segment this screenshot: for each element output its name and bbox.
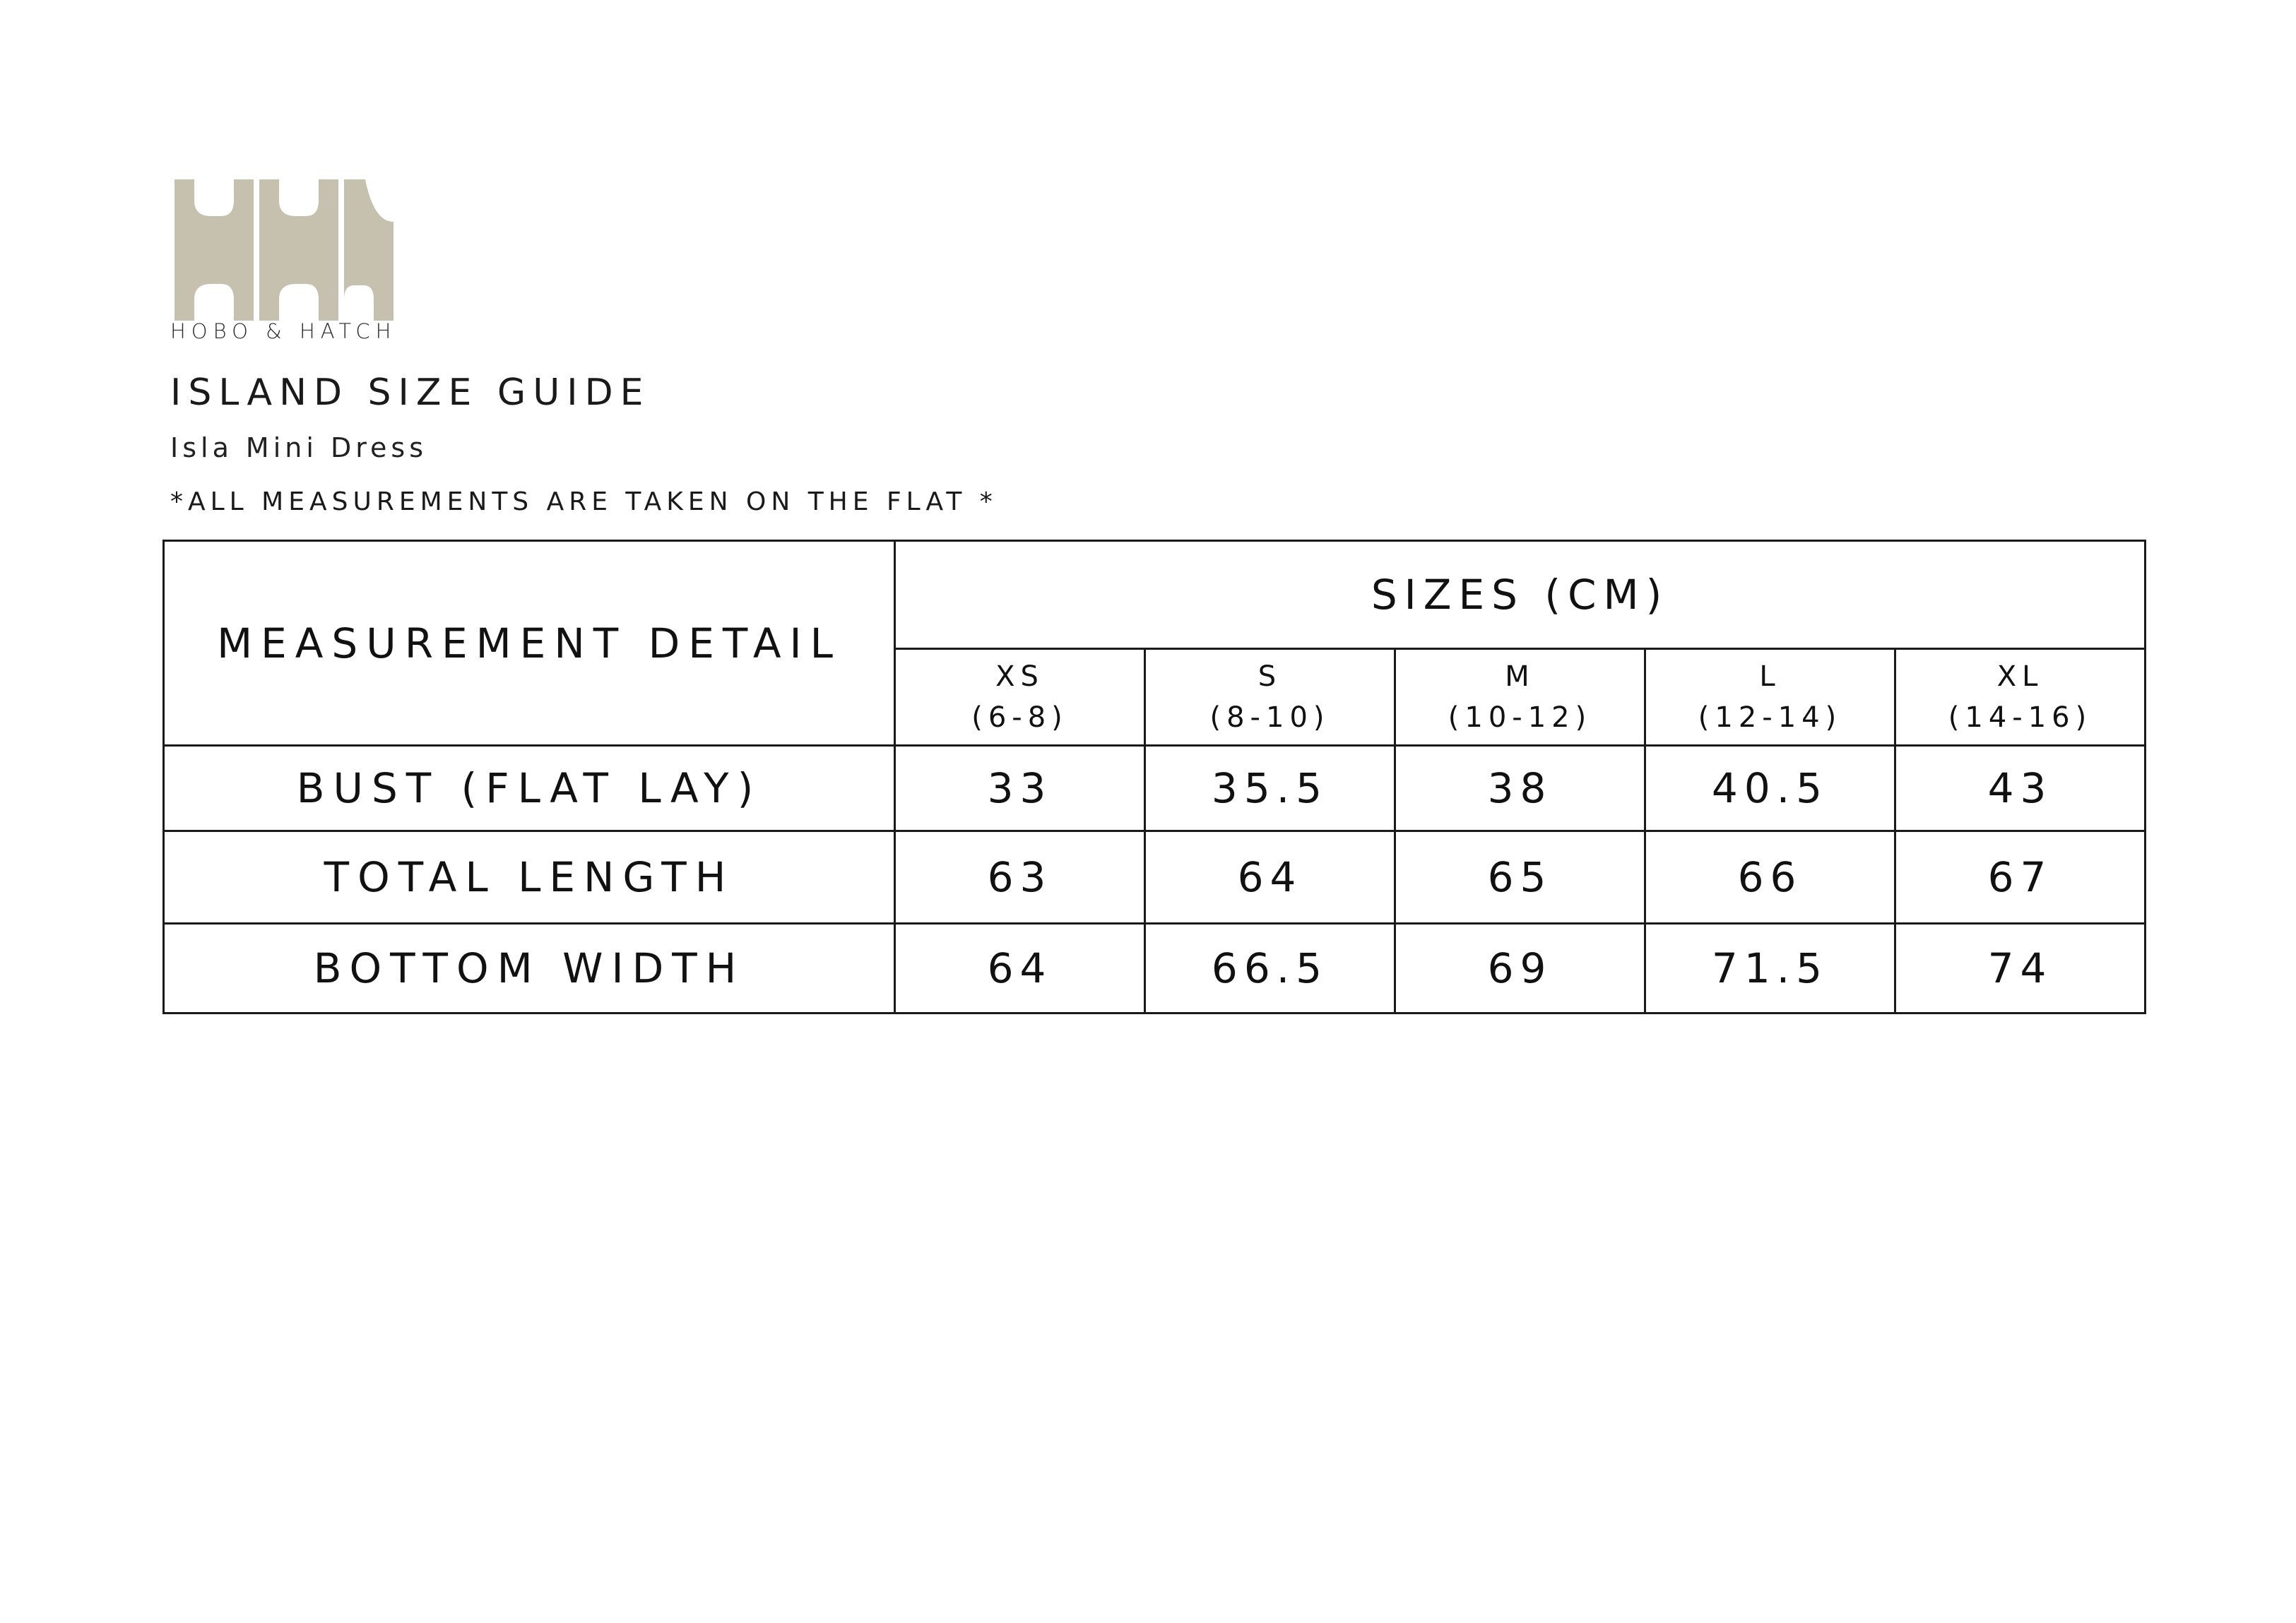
table-cell: 63	[895, 831, 1145, 924]
table-header-row	[164, 541, 2146, 649]
table-cell: 67	[1895, 831, 2146, 924]
page-title: ISLAND SIZE GUIDE	[170, 371, 651, 414]
size-range: (8-10)	[1209, 701, 1330, 734]
size-guide-table	[162, 540, 2146, 1014]
measurement-note: *ALL MEASUREMENTS ARE TAKEN ON THE FLAT *	[170, 487, 998, 516]
size-range: (12-14)	[1698, 701, 1842, 734]
table-cell: 64	[895, 924, 1145, 1013]
hobo-hatch-monogram-icon	[174, 179, 393, 321]
row-label: BOTTOM WIDTH	[164, 924, 895, 1013]
size-code: S	[1258, 660, 1282, 693]
sizes-header: SIZES (CM)	[895, 541, 2146, 649]
table-cell: 66	[1645, 831, 1895, 924]
product-name: Isla Mini Dress	[170, 432, 428, 463]
table-cell: 38	[1395, 746, 1645, 831]
brand-logo	[174, 179, 393, 321]
table-cell: 65	[1395, 831, 1645, 924]
table-cell: 40.5	[1645, 746, 1895, 831]
table-cell: 71.5	[1645, 924, 1895, 1013]
size-range: (6-8)	[971, 701, 1068, 734]
size-code: XL	[1996, 660, 2044, 693]
size-header-m	[1395, 649, 1645, 746]
measurement-detail-header: MEASUREMENT DETAIL	[164, 541, 895, 746]
size-header-s	[1145, 649, 1395, 746]
table-row-bottom-width	[164, 924, 2146, 1013]
size-code: M	[1505, 660, 1535, 693]
table-cell: 35.5	[1145, 746, 1395, 831]
table-cell: 69	[1395, 924, 1645, 1013]
row-label: TOTAL LENGTH	[164, 831, 895, 924]
size-header-xl	[1895, 649, 2146, 746]
table-cell: 43	[1895, 746, 2146, 831]
table-row-total-length	[164, 831, 2146, 924]
table-cell: 66.5	[1145, 924, 1395, 1013]
table-cell: 74	[1895, 924, 2146, 1013]
brand-name: HOBO & HATCH	[170, 319, 397, 343]
size-code: XS	[995, 660, 1044, 693]
table-cell: 64	[1145, 831, 1395, 924]
size-code: L	[1759, 660, 1781, 693]
size-header-l	[1645, 649, 1895, 746]
table-row-bust	[164, 746, 2146, 831]
table-cell: 33	[895, 746, 1145, 831]
row-label: BUST (FLAT LAY)	[164, 746, 895, 831]
size-range: (10-12)	[1448, 701, 1592, 734]
size-range: (14-16)	[1948, 701, 2093, 734]
size-header-xs	[895, 649, 1145, 746]
